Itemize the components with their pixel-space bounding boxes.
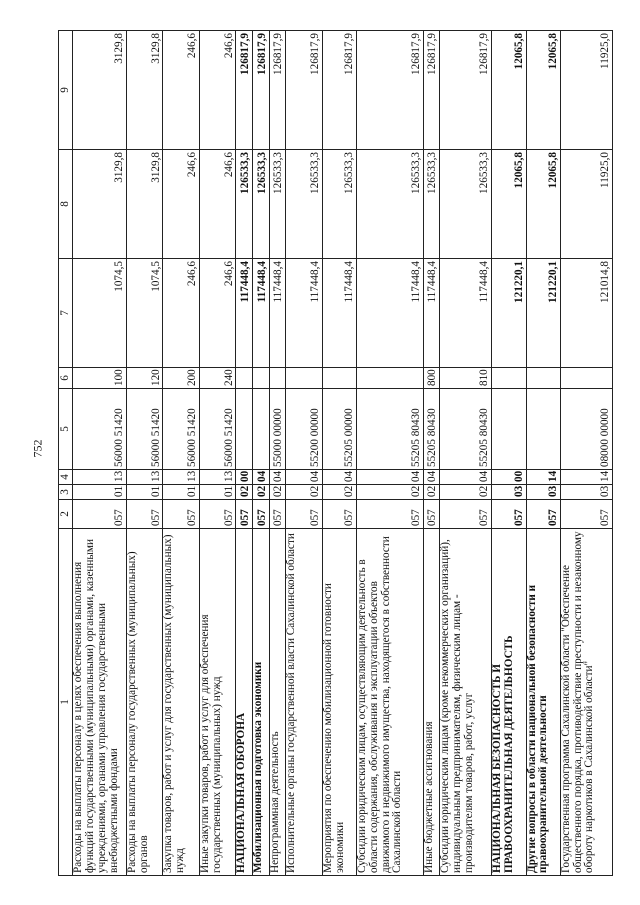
amount-cell-col7: 117448,4 xyxy=(357,259,423,368)
amount-cell-col7: 121220,1 xyxy=(526,259,560,368)
line-item-name: НАЦИОНАЛЬНАЯ ОБОРОНА xyxy=(236,529,253,876)
amount-cell-col7: 117448,4 xyxy=(440,259,492,368)
code-cell: 057 xyxy=(322,500,356,529)
section-cell: 02 xyxy=(286,485,323,500)
header-cell: 3 xyxy=(59,485,73,500)
amount-cell-col7: 117448,4 xyxy=(269,259,286,368)
table-body xyxy=(59,31,613,876)
amount-cell-col9: 126817,9 xyxy=(236,31,253,150)
amount-cell-col8: 12065,8 xyxy=(492,150,526,259)
code-cell: 057 xyxy=(560,500,612,529)
page-number: 752 xyxy=(30,439,45,458)
section-cell: 01 xyxy=(163,485,200,500)
amount-cell-col8: 126533,3 xyxy=(286,150,323,259)
expense-type-cell xyxy=(269,368,286,389)
section-cell: 03 xyxy=(526,485,560,500)
target-article-cell: 55205 80430 xyxy=(423,389,440,470)
amount-cell-col8: 126533,3 xyxy=(440,150,492,259)
expense-type-cell xyxy=(322,368,356,389)
line-item-name: НАЦИОНАЛЬНАЯ БЕЗОПАСНОСТЬ И ПРАВООХРАНИТЕЛЬНАЯ ДЕЯТЕЛЬНОСТЬ xyxy=(492,529,526,876)
expense-type-cell xyxy=(357,368,423,389)
amount-cell-col9: 3129,8 xyxy=(126,31,163,150)
amount-cell-col8: 126533,3 xyxy=(269,150,286,259)
amount-cell-col8: 126533,3 xyxy=(357,150,423,259)
expense-type-cell xyxy=(560,368,612,389)
amount-cell-col7: 117448,4 xyxy=(423,259,440,368)
line-item-name: Субсидии юридическим лицам (кроме некоммерческих организаций), индивидуальным предпринимателям, физическим лицам - производителям товаров, работ, услуг xyxy=(440,529,492,876)
header-cell: 7 xyxy=(59,259,73,368)
target-article-cell: 55205 00000 xyxy=(322,389,356,470)
table-row xyxy=(357,31,423,876)
line-item-name: Государственная программа Сахалинской области "Обеспечение общественного порядка, противодействие преступности и незаконному обороту наркотиков в Сахалинской области" xyxy=(560,529,612,876)
line-item-name: Исполнительные органы государственной власти Сахалинской области xyxy=(286,529,323,876)
section-cell: 01 xyxy=(199,485,236,500)
expense-type-cell: 240 xyxy=(199,368,236,389)
amount-cell-col8: 3129,8 xyxy=(73,150,126,259)
target-article-cell: 56000 51420 xyxy=(126,389,163,470)
subsection-cell: 00 xyxy=(236,470,253,485)
section-cell: 02 xyxy=(423,485,440,500)
amount-cell-col9: 11925,0 xyxy=(560,31,612,150)
code-cell: 057 xyxy=(357,500,423,529)
section-cell: 02 xyxy=(269,485,286,500)
amount-cell-col9: 246,6 xyxy=(199,31,236,150)
amount-cell-col7: 117448,4 xyxy=(236,259,253,368)
amount-cell-col7: 1074,5 xyxy=(73,259,126,368)
code-cell: 057 xyxy=(423,500,440,529)
amount-cell-col7: 117448,4 xyxy=(322,259,356,368)
table-row xyxy=(492,31,526,876)
amount-cell-col8: 12065,8 xyxy=(526,150,560,259)
section-cell: 03 xyxy=(560,485,612,500)
amount-cell-col8: 11925,0 xyxy=(560,150,612,259)
line-item-name: Непрограммная деятельность xyxy=(269,529,286,876)
amount-cell-col8: 3129,8 xyxy=(126,150,163,259)
amount-cell-col9: 126817,9 xyxy=(286,31,323,150)
subsection-cell: 00 xyxy=(492,470,526,485)
target-article-cell xyxy=(526,389,560,470)
table-row xyxy=(73,31,126,876)
line-item-name: Закупка товаров, работ и услуг для государственных (муниципальных) нужд xyxy=(163,529,200,876)
expense-type-cell: 810 xyxy=(440,368,492,389)
section-cell: 01 xyxy=(73,485,126,500)
amount-cell-col9: 12065,8 xyxy=(526,31,560,150)
subsection-cell: 04 xyxy=(286,470,323,485)
amount-cell-col8: 126533,3 xyxy=(423,150,440,259)
target-article-cell: 55000 00000 xyxy=(269,389,286,470)
subsection-cell: 14 xyxy=(560,470,612,485)
amount-cell-col9: 126817,9 xyxy=(440,31,492,150)
amount-cell-col7: 121220,1 xyxy=(492,259,526,368)
expense-type-cell xyxy=(253,368,270,389)
section-cell: 03 xyxy=(492,485,526,500)
table-row xyxy=(322,31,356,876)
table-row xyxy=(236,31,253,876)
amount-cell-col9: 126817,9 xyxy=(357,31,423,150)
expense-type-cell xyxy=(236,368,253,389)
table-row xyxy=(163,31,200,876)
header-cell: 8 xyxy=(59,150,73,259)
line-item-name: Субсидии юридическим лицам, осуществляющим деятельность в области содержания, обслуживания и эксплуатации объектов движимого и недвижимого имущества, находящегося в собственности Сахалинской области xyxy=(357,529,423,876)
amount-cell-col8: 246,6 xyxy=(163,150,200,259)
expense-type-cell xyxy=(526,368,560,389)
amount-cell-col7: 1074,5 xyxy=(126,259,163,368)
table-row xyxy=(199,31,236,876)
subsection-cell: 13 xyxy=(163,470,200,485)
subsection-cell: 04 xyxy=(253,470,270,485)
code-cell: 057 xyxy=(126,500,163,529)
target-article-cell: 55205 80430 xyxy=(357,389,423,470)
target-article-cell: 56000 51420 xyxy=(163,389,200,470)
target-article-cell: 56000 51420 xyxy=(199,389,236,470)
target-article-cell: 55200 00000 xyxy=(286,389,323,470)
header-cell: 4 xyxy=(59,470,73,485)
expense-type-cell xyxy=(286,368,323,389)
code-cell: 057 xyxy=(492,500,526,529)
amount-cell-col9: 126817,9 xyxy=(322,31,356,150)
amount-cell-col7: 117448,4 xyxy=(253,259,270,368)
table-row xyxy=(126,31,163,876)
section-cell: 02 xyxy=(236,485,253,500)
amount-cell-col9: 12065,8 xyxy=(492,31,526,150)
subsection-cell: 04 xyxy=(322,470,356,485)
subsection-cell: 04 xyxy=(269,470,286,485)
section-cell: 02 xyxy=(440,485,492,500)
code-cell: 057 xyxy=(199,500,236,529)
expense-type-cell: 120 xyxy=(126,368,163,389)
code-cell: 057 xyxy=(526,500,560,529)
code-cell: 057 xyxy=(286,500,323,529)
code-cell: 057 xyxy=(253,500,270,529)
amount-cell-col7: 246,6 xyxy=(163,259,200,368)
line-item-name: Мобилизационная подготовка экономики xyxy=(253,529,270,876)
target-article-cell xyxy=(253,389,270,470)
section-cell: 01 xyxy=(126,485,163,500)
amount-cell-col9: 246,6 xyxy=(163,31,200,150)
section-cell: 02 xyxy=(322,485,356,500)
amount-cell-col8: 126533,3 xyxy=(236,150,253,259)
subsection-cell: 13 xyxy=(73,470,126,485)
subsection-cell: 04 xyxy=(440,470,492,485)
code-cell: 057 xyxy=(163,500,200,529)
amount-cell-col8: 246,6 xyxy=(199,150,236,259)
target-article-cell: 08000 00000 xyxy=(560,389,612,470)
line-item-name: Другие вопросы в области национальной безопасности и правоохранительной деятельности xyxy=(526,529,560,876)
code-cell: 057 xyxy=(440,500,492,529)
section-cell: 02 xyxy=(253,485,270,500)
subsection-cell: 04 xyxy=(423,470,440,485)
section-cell: 02 xyxy=(357,485,423,500)
target-article-cell xyxy=(236,389,253,470)
line-item-name: Иные закупки товаров, работ и услуг для обеспечения государственных (муниципальных) нужд xyxy=(199,529,236,876)
expense-type-cell: 800 xyxy=(423,368,440,389)
line-item-name: Расходы на выплаты персоналу в целях обеспечения выполнения функций государственными (муниципальными) органами, казенными учреждениями, органами управления государственными внебюджетными фондами xyxy=(73,529,126,876)
table-row xyxy=(526,31,560,876)
target-article-cell: 56000 51420 xyxy=(73,389,126,470)
table-row xyxy=(560,31,612,876)
header-cell: 6 xyxy=(59,368,73,389)
budget-table xyxy=(58,30,613,876)
line-item-name: Расходы на выплаты персоналу государственных (муниципальных) органов xyxy=(126,529,163,876)
amount-cell-col8: 126533,3 xyxy=(253,150,270,259)
expense-type-cell: 100 xyxy=(73,368,126,389)
header-row xyxy=(59,31,73,876)
amount-cell-col9: 3129,8 xyxy=(73,31,126,150)
amount-cell-col9: 126817,9 xyxy=(253,31,270,150)
table-row xyxy=(423,31,440,876)
code-cell: 057 xyxy=(73,500,126,529)
target-article-cell xyxy=(492,389,526,470)
table-row xyxy=(440,31,492,876)
amount-cell-col9: 126817,9 xyxy=(269,31,286,150)
amount-cell-col7: 121014,8 xyxy=(560,259,612,368)
amount-cell-col8: 126533,3 xyxy=(322,150,356,259)
code-cell: 057 xyxy=(236,500,253,529)
rotated-page xyxy=(58,31,613,876)
expense-type-cell xyxy=(492,368,526,389)
subsection-cell: 04 xyxy=(357,470,423,485)
code-cell: 057 xyxy=(269,500,286,529)
line-item-name: Иные бюджетные ассигнования xyxy=(423,529,440,876)
target-article-cell: 55205 80430 xyxy=(440,389,492,470)
subsection-cell: 14 xyxy=(526,470,560,485)
header-cell: 2 xyxy=(59,500,73,529)
table-row xyxy=(253,31,270,876)
header-cell: 1 xyxy=(59,529,73,876)
amount-cell-col9: 126817,9 xyxy=(423,31,440,150)
amount-cell-col7: 117448,4 xyxy=(286,259,323,368)
expense-type-cell: 200 xyxy=(163,368,200,389)
subsection-cell: 13 xyxy=(126,470,163,485)
header-cell: 5 xyxy=(59,389,73,470)
table-row xyxy=(269,31,286,876)
amount-cell-col7: 246,6 xyxy=(199,259,236,368)
line-item-name: Мероприятия по обеспечению мобилизационной готовности экономики xyxy=(322,529,356,876)
subsection-cell: 13 xyxy=(199,470,236,485)
header-cell: 9 xyxy=(59,31,73,150)
table-row xyxy=(286,31,323,876)
